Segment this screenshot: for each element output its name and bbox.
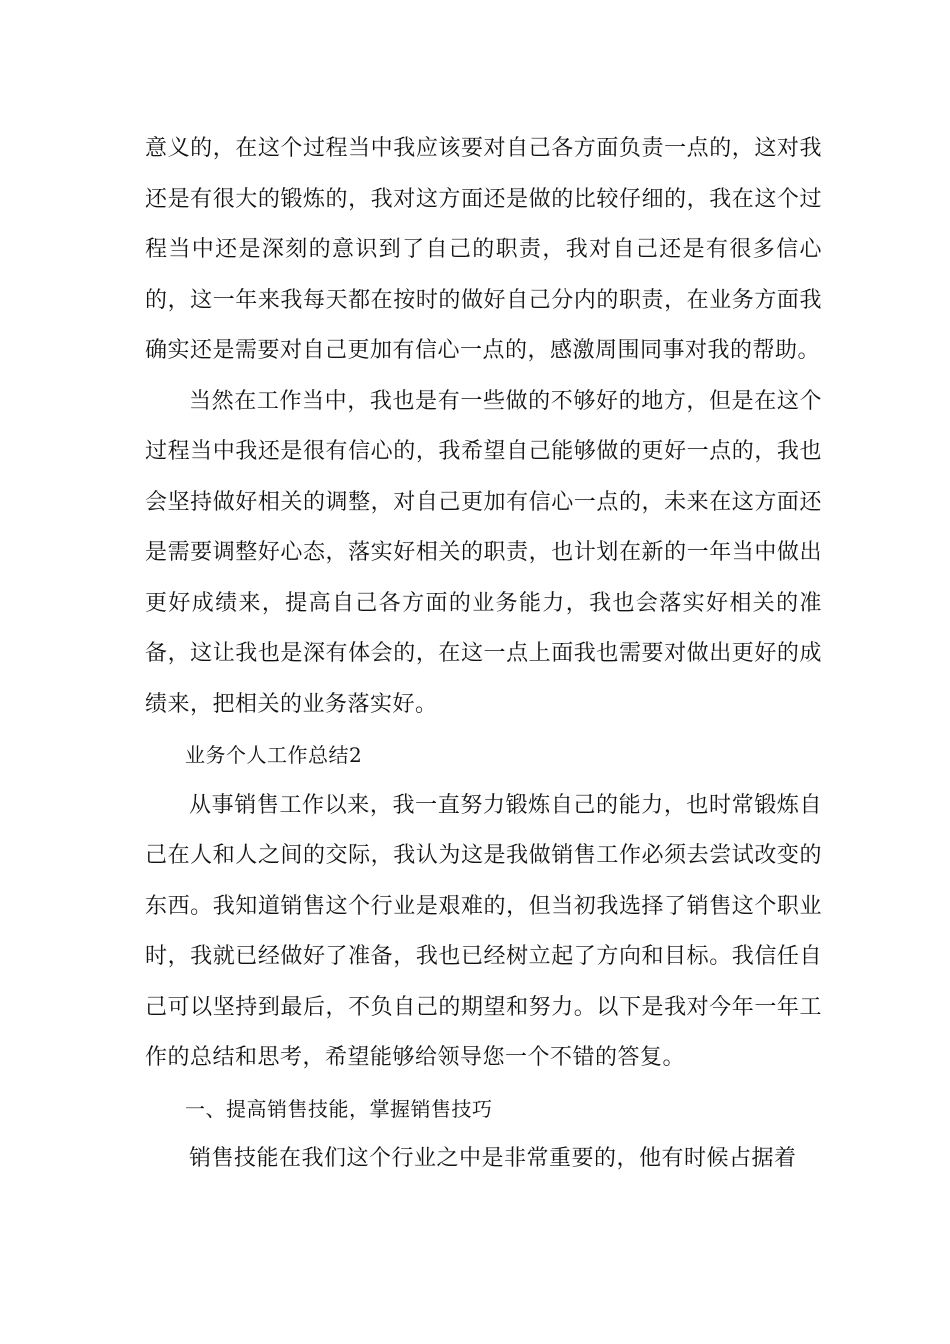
document-body — [145, 124, 822, 1185]
paragraph-4: 销售技能在我们这个行业之中是非常重要的，他有时候占据着 — [189, 1146, 797, 1171]
section-heading-2: 业务个人工作总结2 — [185, 743, 363, 767]
paragraph-1: 意义的，在这个过程当中我应该要对自己各方面负责一点的，这对我还是有很大的锻炼的，我对这方面还是做的比较仔细的，我在这个过程当中还是深刻的意识到了自己的职责，我对自己还是有很多信心的，这一年来我每天都在按时的做好自己分内的职责，在业务方面我确实还是需要对自己更加有信心一点的，感激周围同事对我的帮助。 — [145, 136, 822, 363]
paragraph-2: 当然在工作当中，我也是有一些做的不够好的地方，但是在这个过程当中我还是很有信心的，我希望自己能够做的更好一点的，我也会坚持做好相关的调整，对自己更加有信心一点的，未来在这方面还是需要调整好心态，落实好相关的职责，也计划在新的一年当中做出更好成绩来，提高自己各方面的业务能力，我也会落实好相关的准备，这让我也是深有体会的，在这一点上面我也需要对做出更好的成绩来，把相关的业务落实好。 — [145, 388, 822, 717]
subsection-heading-1: 一、提高销售技能，掌握销售技巧 — [185, 1096, 493, 1121]
paragraph-3: 从事销售工作以来，我一直努力锻炼自己的能力，也时常锻炼自己在人和人之间的交际，我认为这是我做销售工作必须去尝试改变的东西。我知道销售这个行业是艰难的，但当初我选择了销售这个职业时，我就已经做好了准备，我也已经树立起了方向和目标。我信任自己可以坚持到最后，不负自己的期望和努力。以下是我对今年一年工作的总结和思考，希望能够给领导您一个不错的答复。 — [145, 792, 822, 1070]
